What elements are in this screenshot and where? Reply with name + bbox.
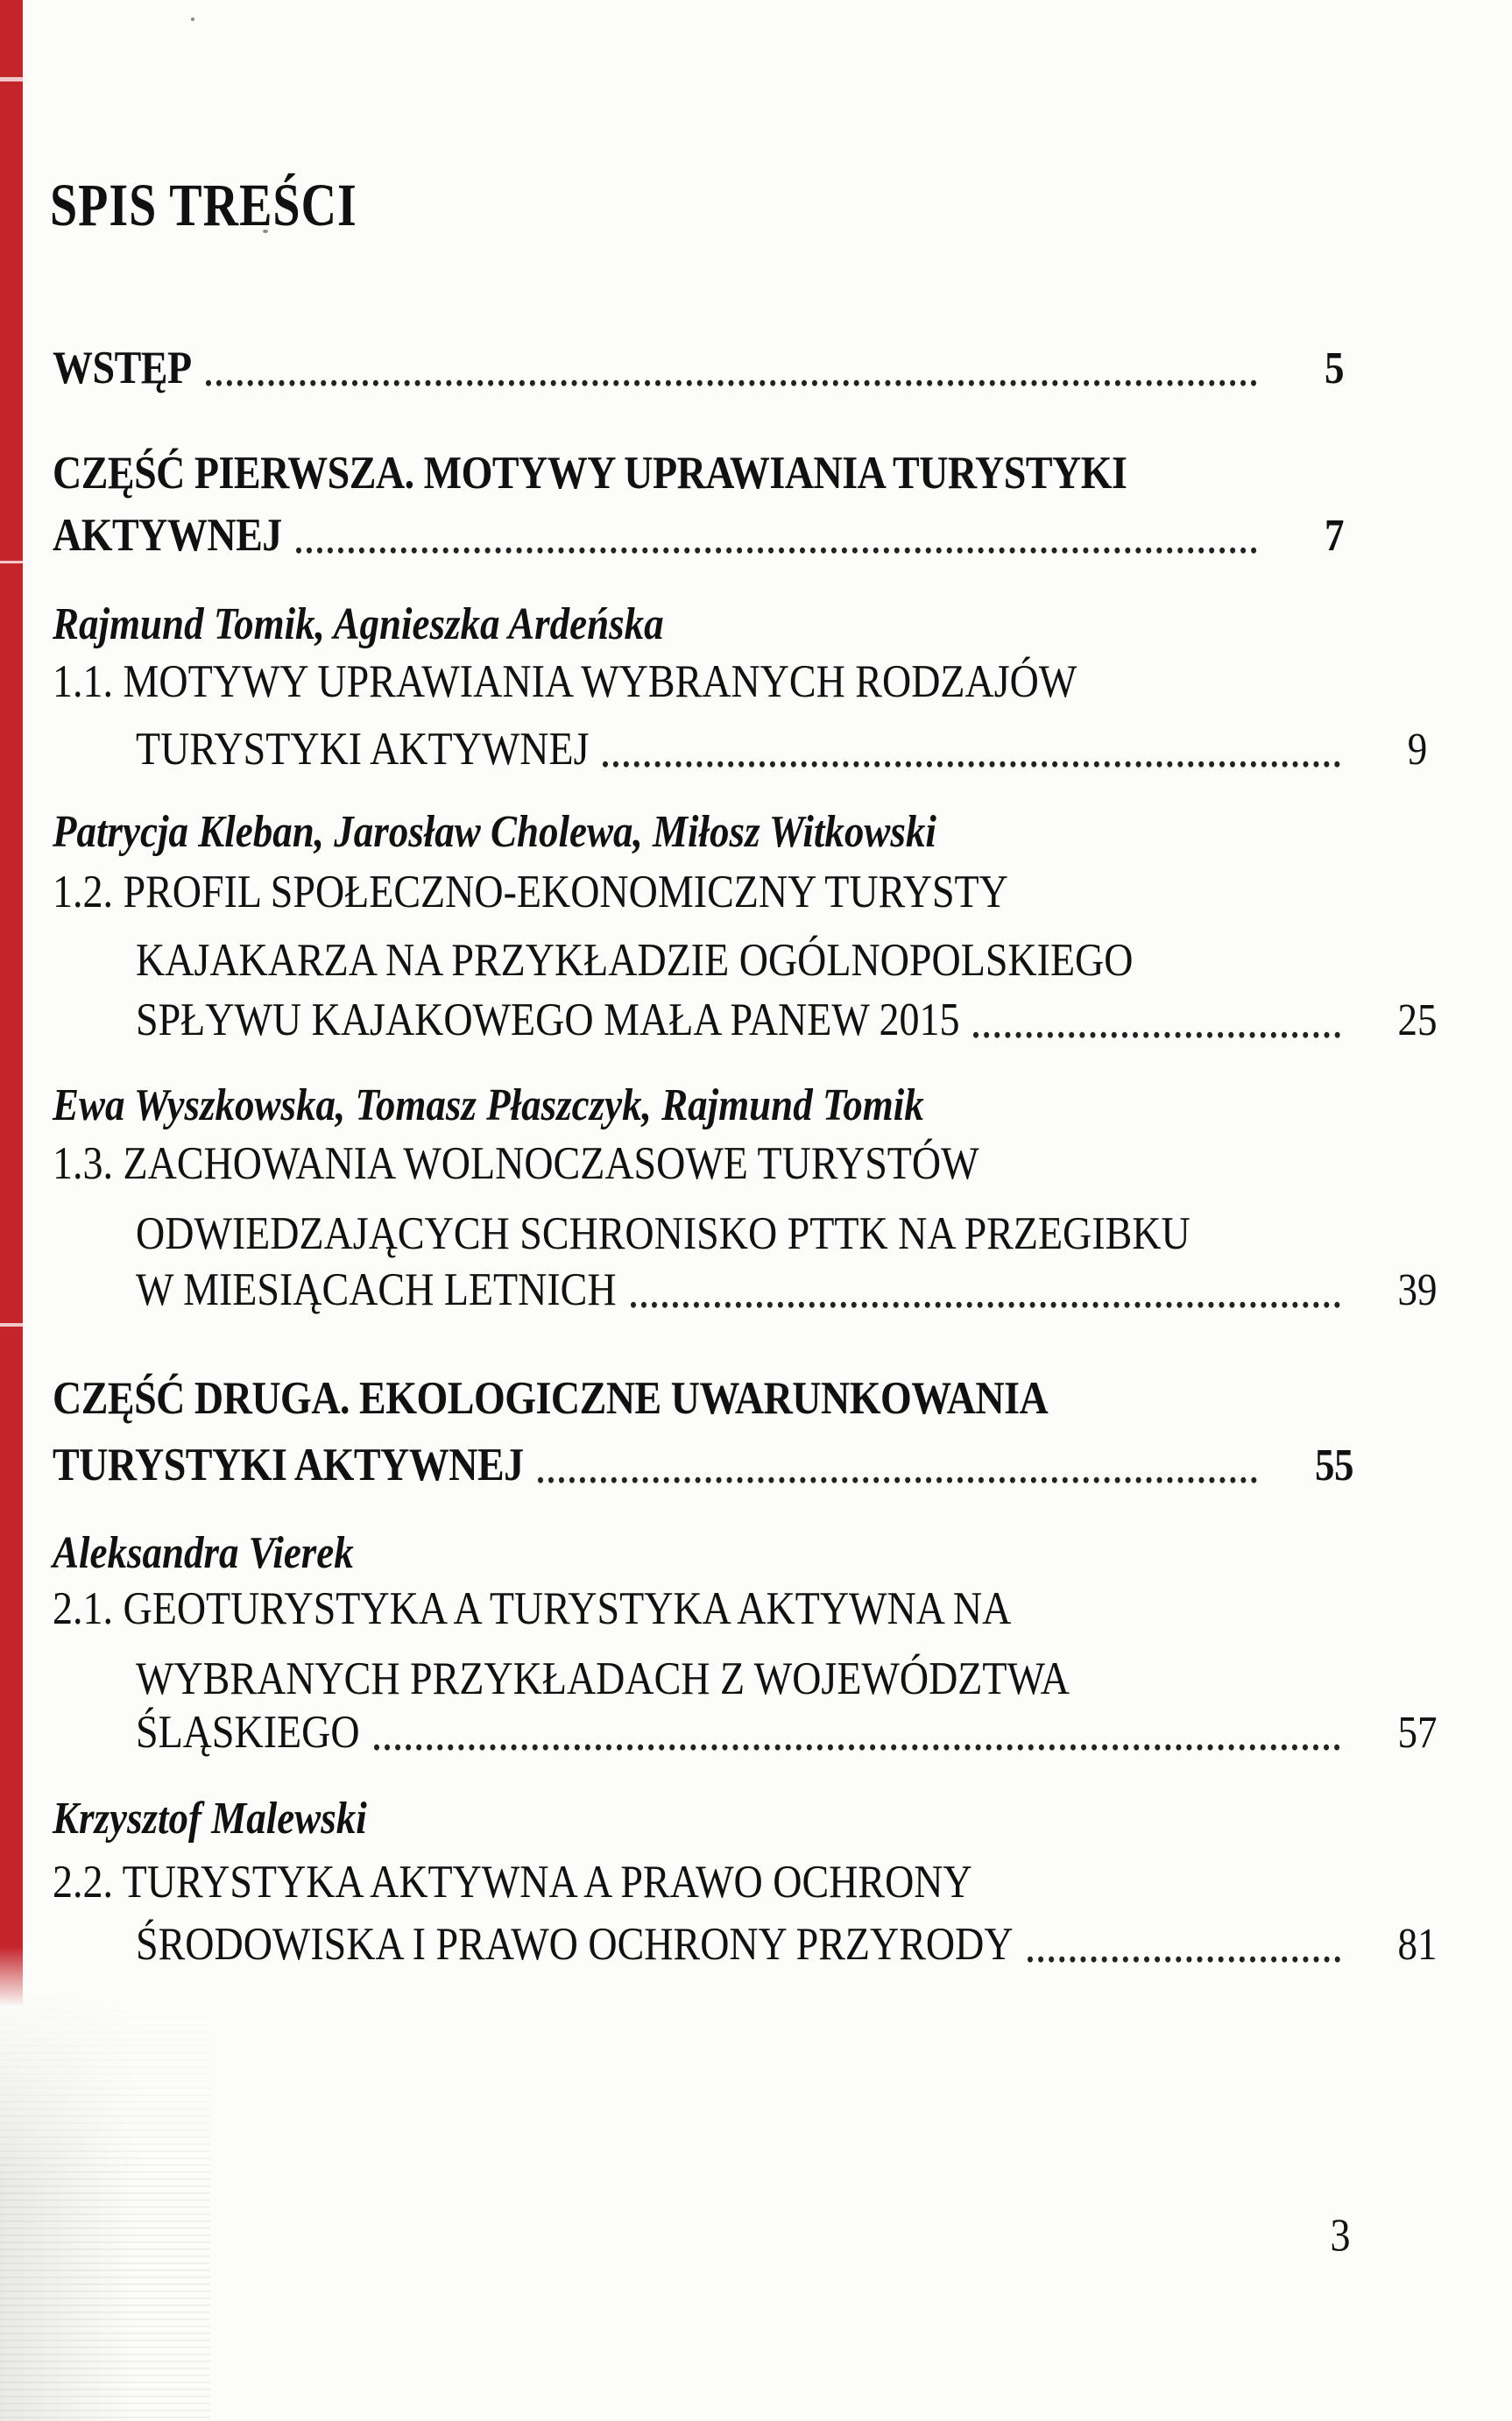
scan-shading [0,1989,210,2421]
toc-entry-text: Ewa Wyszkowska, Tomasz Płaszczyk, Rajmund Tomik [53,1080,924,1130]
toc-entry-text: 1.1. MOTYWY UPRAWIANIA WYBRANYCH RODZAJÓW [53,655,1077,707]
toc-entry-text: Krzysztof Malewski [53,1793,367,1844]
scan-speck [191,18,194,21]
dot-leader [1028,1957,1340,1963]
authors-line [53,1527,1395,1580]
page-ref: 7 [1325,510,1344,561]
toc-row [53,1856,1395,1909]
toc-row [53,509,1395,563]
page-title: SPIS TREŚCI [50,173,357,239]
toc-entry-text: KAJAKARZA NA PRZYKŁADZIE OGÓLNOPOLSKIEGO [136,934,1134,986]
toc-entry-text: CZĘŚĆ PIERWSZA. MOTYWY UPRAWIANIA TURYSTYKI [53,447,1127,499]
authors-line [53,1793,1395,1845]
toc-entry-text: ŚRODOWISKA I PRAWO OCHRONY PRZYRODY [136,1918,1014,1970]
toc-entry-text: 1.2. PROFIL SPOŁECZNO-EKONOMICZNY TURYSTY [53,866,1008,917]
page-ref: 25 [1397,995,1438,1045]
toc-row [53,994,1479,1047]
dot-leader [973,1032,1340,1038]
dot-leader [374,1745,1340,1751]
page-ref: 55 [1315,1440,1353,1490]
toc-row [53,1582,1395,1636]
toc-entry-text: AKTYWNEJ [53,509,282,561]
page-ref: 5 [1325,343,1344,393]
page-ref: 81 [1397,1919,1438,1970]
toc-row [53,1372,1395,1426]
stripe-notch [0,77,23,81]
toc-entry-text: ŚLĄSKIEGO [136,1706,360,1758]
authors-line [53,1080,1395,1132]
toc-entry-text: Rajmund Tomik, Agnieszka Ardeńska [53,598,664,649]
toc-entry-text: WYBRANYCH PRZYKŁADACH Z WOJEWÓDZTWA [136,1653,1070,1704]
toc-entry-text: 2.1. GEOTURYSTYKA A TURYSTYKA AKTYWNA NA [53,1582,1012,1634]
toc-row [53,1439,1395,1492]
page-ref: 9 [1407,724,1428,775]
toc-row [53,1706,1479,1759]
toc-entry-text: Aleksandra Vierek [53,1527,354,1578]
toc-row [53,723,1479,776]
toc-entry-text: TURYSTYKI AKTYWNEJ [53,1439,524,1490]
toc-row [53,342,1395,395]
toc-entry-text: CZĘŚĆ DRUGA. EKOLOGICZNE UWARUNKOWANIA [53,1372,1049,1424]
toc-entry-text: Patrycja Kleban, Jarosław Cholewa, Miłosz Witkowski [53,806,936,857]
toc-entry-text: SPŁYWU KAJAKOWEGO MAŁA PANEW 2015 [136,994,960,1045]
toc-row [53,866,1395,919]
dot-leader [538,1477,1257,1483]
toc-entry-text: 1.3. ZACHOWANIA WOLNOCZASOWE TURYSTÓW [53,1137,979,1189]
toc-row [53,1264,1479,1317]
dot-leader [603,761,1340,768]
toc-row [53,934,1479,988]
toc-row [53,1137,1395,1191]
stripe-notch [0,1323,23,1327]
toc-entry-text: 2.2. TURYSTYKA AKTYWNA A PRAWO OCHRONY [53,1856,972,1908]
stripe-notch [0,561,23,563]
toc-row [53,1918,1479,1971]
toc-entry-text: WSTĘP [53,342,192,393]
dot-leader [296,548,1257,554]
page-ref: 57 [1397,1707,1438,1758]
red-edge-stripe [0,0,23,2007]
dot-leader [631,1302,1340,1308]
toc-row [53,1207,1479,1261]
authors-line [53,598,1395,651]
toc-row [53,447,1395,500]
dot-leader [206,380,1257,386]
page-ref: 39 [1397,1264,1438,1315]
toc-row [53,1653,1479,1706]
page-number: 3 [1330,2209,1351,2261]
toc-entry-text: W MIESIĄCACH LETNICH [136,1264,617,1315]
authors-line [53,806,1395,859]
toc-entry-text: ODWIEDZAJĄCYCH SCHRONISKO PTTK NA PRZEGIBKU [136,1207,1191,1259]
toc-row [53,655,1395,709]
toc-entry-text: TURYSTYKI AKTYWNEJ [136,723,590,775]
